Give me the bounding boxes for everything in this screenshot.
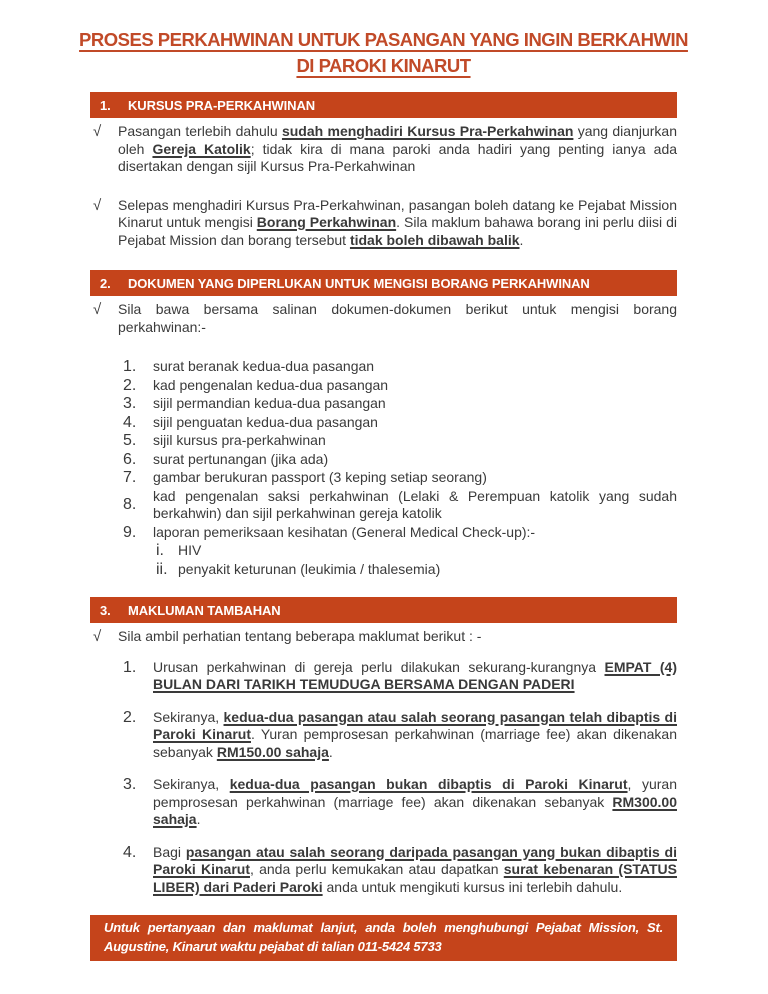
list-item-text (153, 709, 677, 762)
text-segment: Sekiranya, (153, 708, 224, 725)
section-2-heading: DOKUMEN YANG DIPERLUKAN UNTUK MENGISI BORANG PERKAHWINAN (128, 275, 590, 291)
list-item (123, 709, 677, 762)
list-item-text (153, 776, 677, 829)
list-item-text (153, 844, 677, 897)
check-item-text (118, 628, 677, 646)
list-item-text (153, 432, 677, 450)
text-segment: Sekiranya, (153, 776, 230, 792)
check-item-text (118, 301, 677, 336)
section-1-header-bar (90, 92, 677, 118)
text-segment: RM150.00 sahaja (216, 743, 329, 760)
list-item-marker: 1. (123, 358, 137, 375)
text-segment: surat kebenaran (STATUS LIBER) dari Paderi Paroki (153, 861, 677, 895)
text-segment: laporan pemeriksaan kesihatan (General Medical Check-up):- (153, 523, 536, 540)
title-line-1: PROSES PERKAHWINAN UNTUK PASANGAN YANG INGIN BERKAHWIN (79, 29, 688, 50)
list-item (123, 358, 677, 376)
list-item-text (153, 659, 677, 694)
check-item (90, 301, 677, 336)
list-item (123, 432, 677, 450)
numbered-list (123, 659, 677, 897)
text-segment: , yuran pemprosesan perkahwinan (marriage fee) akan dikenakan sebanyak (153, 776, 677, 810)
text-segment: tidak boleh dibawah balik (349, 231, 520, 248)
check-item-text (118, 197, 677, 250)
list-item-marker: 2. (123, 376, 137, 394)
list-item-marker: 3. (123, 395, 137, 412)
text-segment: pasangan atau salah seorang daripada pasangan yang bukan dibaptis di Paroki Kinarut (153, 843, 677, 877)
text-segment: , anda perlu kemukakan atau dapatkan (250, 861, 504, 877)
list-item-marker: 9. (123, 523, 137, 541)
section-3-heading: MAKLUMAN TAMBAHAN (128, 602, 281, 618)
text-segment: sijil permandian kedua-dua pasangan (153, 395, 386, 411)
section-1-number: 1. (100, 97, 111, 113)
text-segment: surat pertunangan (jika ada) (153, 450, 329, 467)
list-item (123, 414, 677, 432)
text-segment: Urusan perkahwinan di gereja perlu dilakukan sekurang-kurangnya (153, 658, 605, 675)
text-segment: sudah menghadiri Kursus Pra-Perkahwinan (281, 123, 574, 139)
list-item-text (153, 377, 677, 395)
list-item (123, 377, 677, 395)
list-item (123, 451, 677, 469)
list-item-text (153, 414, 677, 432)
check-item (90, 628, 677, 646)
text-segment: Sila bawa bersama salinan dokumen-dokumen berikut untuk mengisi borang perkahwinan:- (118, 301, 677, 335)
section-3-number: 3. (100, 602, 111, 618)
list-item-text (153, 395, 677, 413)
list-item-text (153, 488, 677, 523)
text-segment: Pasangan terlebih dahulu (118, 123, 282, 139)
section-kursus-pra-perkahwinan (90, 92, 677, 249)
text-segment: kedua-dua pasangan bukan dibaptis di Paroki Kinarut (229, 776, 628, 792)
section-2-body (90, 301, 677, 578)
text-segment: . (519, 231, 524, 248)
page-title (20, 27, 747, 79)
list-item-marker: 5. (123, 432, 137, 449)
section-3-body (90, 628, 677, 896)
title-line-2: DI PAROKI KINARUT (296, 55, 471, 76)
section-3-header-bar (90, 597, 677, 623)
text-segment: surat beranak kedua-dua pasangan (153, 358, 375, 374)
list-item (123, 469, 677, 487)
numbered-list (123, 358, 677, 578)
list-item (123, 488, 677, 523)
sub-list-item (153, 542, 677, 560)
list-item-marker: 1. (123, 658, 137, 676)
text-segment: RM300.00 sahaja (153, 793, 677, 827)
text-segment: Gereja Katolik (152, 140, 251, 157)
text-segment: . (196, 811, 201, 827)
section-2-header-bar (90, 270, 677, 296)
sub-list-item (153, 561, 677, 579)
list-item-text (153, 524, 677, 542)
list-item (123, 776, 677, 829)
text-segment: Selepas menghadiri Kursus Pra-Perkahwinan, pasangan boleh datang ke Pejabat Mission Kinarut untuk mengisi (118, 196, 677, 230)
list-item-marker: 3. (123, 776, 137, 793)
list-item (123, 844, 677, 897)
text-segment: Sila ambil perhatian tentang beberapa maklumat berikut : - (118, 628, 482, 644)
check-item (90, 123, 677, 176)
text-segment: yang dianjurkan oleh (118, 123, 677, 157)
list-item (123, 395, 677, 413)
text-segment: Borang Perkahwinan (256, 214, 397, 230)
text-segment: . Sila maklum bahawa borang ini perlu diisi di Pejabat Mission dan borang tersebut (118, 214, 677, 248)
list-item-text (153, 358, 677, 376)
list-item (123, 659, 677, 694)
sub-list-item-text: HIV (178, 542, 202, 558)
list-item (123, 524, 677, 542)
text-segment: ; tidak kira di mana paroki anda hadiri yang penting ianya ada disertakan dengan sijil Kursus Pra-Perkahwinan (118, 140, 678, 174)
check-icon: √ (93, 301, 102, 318)
check-icon: √ (93, 628, 102, 645)
section-1-body (90, 123, 677, 249)
list-item-marker: 2. (123, 708, 137, 726)
list-item-marker: 4. (123, 413, 137, 431)
footer-contact-text: Untuk pertanyaan dan maklumat lanjut, anda boleh menghubungi Pejabat Mission, St. Augustine, Kinarut waktu pejabat di talian 011-5424 5733 (104, 920, 663, 954)
list-item-marker: 8. (123, 496, 137, 514)
check-item (90, 197, 677, 250)
sub-list-item-marker: ii. (156, 560, 168, 578)
section-2-number: 2. (100, 275, 111, 291)
check-icon: √ (93, 123, 102, 140)
sub-list-item-marker: i. (156, 542, 164, 559)
text-segment: anda untuk mengikuti kursus ini terlebih dahulu. (322, 878, 623, 895)
text-segment: . Yuran pemprosesan perkahwinan (marriage fee) akan dikenakan sebanyak (153, 726, 677, 760)
text-segment: Bagi (153, 843, 186, 860)
text-segment: sijil kursus pra-perkahwinan (153, 432, 326, 448)
section-makluman-tambahan (90, 597, 677, 896)
text-segment: EMPAT (4) BULAN DARI TARIKH TEMUDUGA BERSAMA DENGAN PADERI (153, 658, 677, 692)
list-item-text (153, 469, 677, 487)
text-segment: kad pengenalan kedua-dua pasangan (153, 376, 389, 393)
footer-contact-bar (90, 915, 677, 961)
sub-list-item-text: penyakit keturunan (leukimia / thalesemia) (178, 560, 441, 577)
check-icon: √ (93, 196, 102, 214)
section-1-heading: KURSUS PRA-PERKAHWINAN (128, 97, 316, 113)
list-item-marker: 6. (123, 450, 137, 468)
text-segment: kad pengenalan saksi perkahwinan (Lelaki & Perempuan katolik yang sudah berkahwin) dan sijil perkahwinan gereja katolik (153, 487, 677, 521)
check-item-text (118, 123, 677, 176)
section-dokumen-diperlukan (90, 270, 677, 578)
list-item-text (153, 451, 677, 469)
list-item-marker: 4. (123, 843, 137, 861)
text-segment: sijil penguatan kedua-dua pasangan (153, 413, 378, 430)
text-segment: kedua-dua pasangan atau salah seorang pasangan telah dibaptis di Paroki Kinarut (153, 708, 677, 742)
list-item-marker: 7. (123, 469, 137, 486)
text-segment: . (328, 743, 333, 760)
text-segment: gambar berukuran passport (3 keping setiap seorang) (153, 469, 487, 485)
